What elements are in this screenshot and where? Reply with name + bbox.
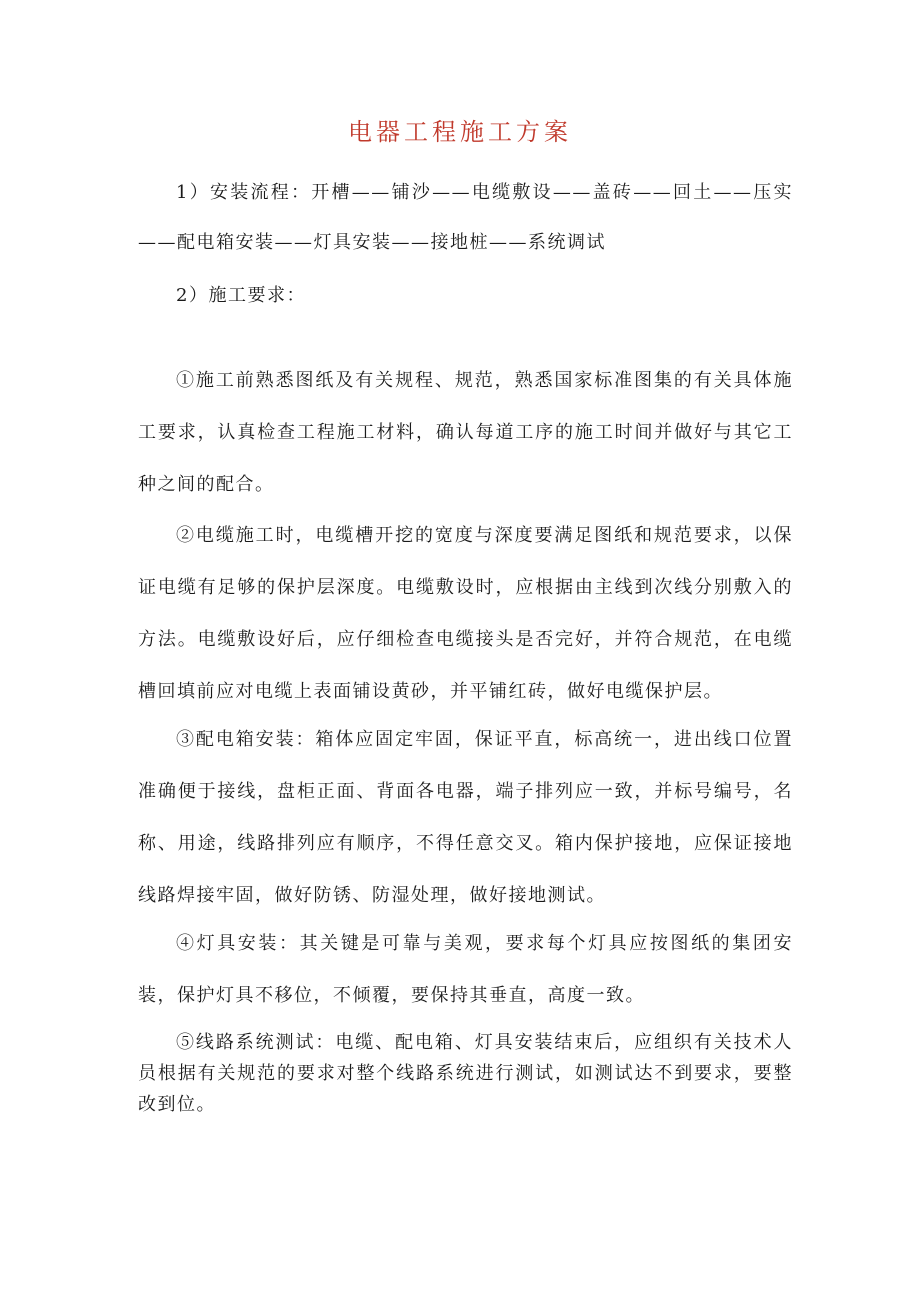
paragraph-requirement-1: ①施工前熟悉图纸及有关规程、规范，熟悉国家标准图集的有关具体施工要求，认真检查工程施工材料，确认每道工序的施工时间并做好与其它工种之间的配合。: [138, 370, 793, 495]
paragraph-requirement-5: ⑤线路系统测试：电缆、配电箱、灯具安装结束后，应组织有关技术人员根据有关规范的要求对整个线路系统进行测试，如测试达不到要求，要整改到位。: [138, 1032, 793, 1115]
paragraph-requirement-3: ③配电箱安装：箱体应固定牢固，保证平直，标高统一，进出线口位置准确便于接线，盘柜正面、背面各电器，端子排列应一致，并标号编号，名称、用途，线路排列应有顺序，不得任意交叉。箱内保护接地，应保证接地线路焊接牢固，做好防锈、防湿处理，做好接地测试。: [138, 729, 793, 906]
paragraph-install-process: 1）安装流程：开槽——铺沙——电缆敷设——盖砖——回土——压实——配电箱安装——灯具安装——接地桩——系统调试: [138, 182, 793, 253]
paragraph-requirements-heading: 2）施工要求：: [176, 285, 306, 306]
paragraph-requirement-2: ②电缆施工时，电缆槽开挖的宽度与深度要满足图纸和规范要求，以保证电缆有足够的保护层深度。电缆敷设时，应根据由主线到次线分别敷入的方法。电缆敷设好后，应仔细检查电缆接头是否完好，并符合规范，在电缆槽回填前应对电缆上表面铺设黄砂，并平铺红砖，做好电缆保护层。: [138, 525, 793, 702]
paragraph-requirement-4: ④灯具安装：其关键是可靠与美观，要求每个灯具应按图纸的集团安装，保护灯具不移位，不倾覆，要保持其垂直，高度一致。: [138, 933, 793, 1006]
document-title: 电器工程施工方案: [348, 118, 572, 146]
